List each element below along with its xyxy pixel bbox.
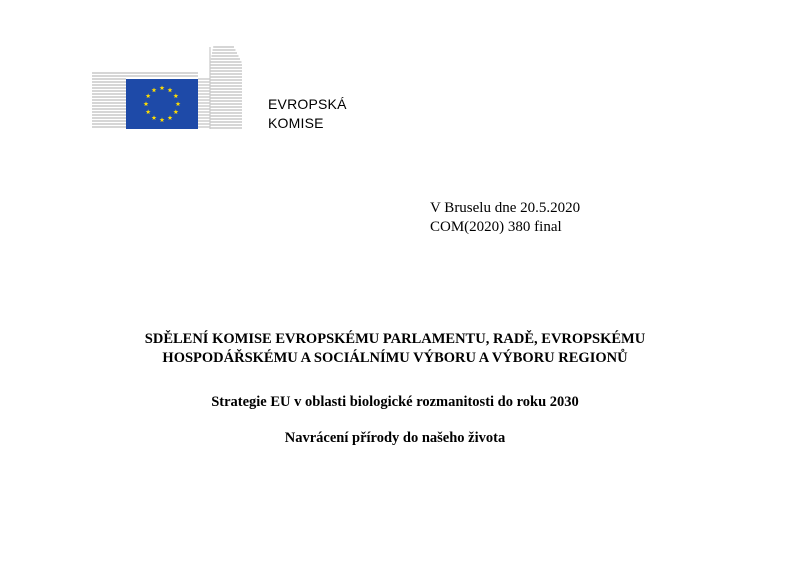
document-title-line2: HOSPODÁŘSKÉMU A SOCIÁLNÍMU VÝBORU A VÝBORU REGIONŮ [162, 350, 628, 366]
organization-name-line2: KOMISE [268, 115, 324, 131]
european-commission-logo [92, 43, 262, 135]
document-meta [430, 199, 580, 237]
document-title [60, 330, 730, 368]
place-date: V Bruselu dne 20.5.2020 [430, 200, 581, 216]
document-title-line1: SDĚLENÍ KOMISE EVROPSKÉMU PARLAMENTU, RADĚ, EVROPSKÉMU [144, 331, 646, 347]
document-reference: COM(2020) 380 final [430, 219, 562, 235]
organization-name-line1: EVROPSKÁ [268, 96, 347, 112]
document-tagline: Navrácení přírody do našeho života [284, 430, 506, 446]
document-subtitle: Strategie EU v oblasti biologické rozmanitosti do roku 2030 [211, 394, 579, 410]
organization-name [268, 95, 347, 133]
berlaymont-building-icon [92, 43, 262, 135]
